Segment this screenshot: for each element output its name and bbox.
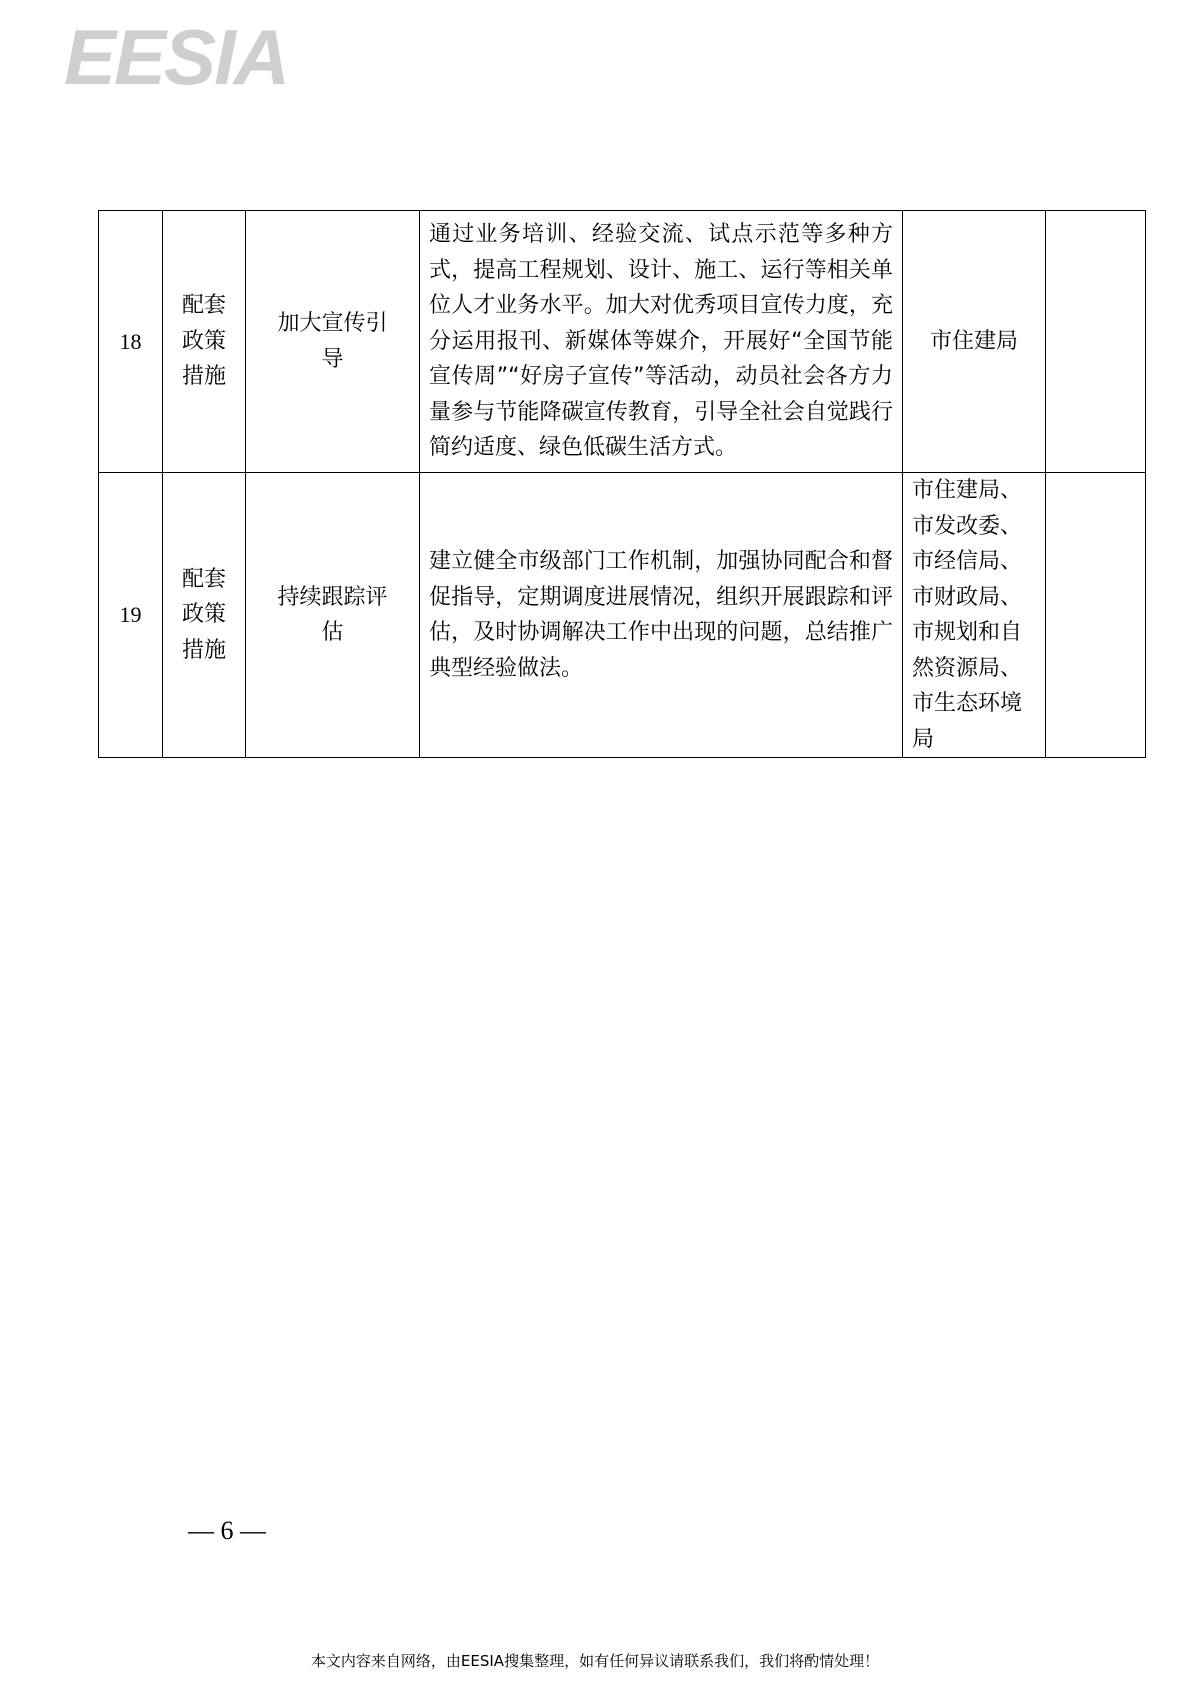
row-category: [163, 211, 246, 473]
task-line: 导: [321, 346, 344, 372]
department-line: 市住建局: [929, 328, 1018, 354]
table-row: [99, 211, 1146, 473]
measures-table: [98, 210, 1146, 758]
task-line: 持续跟踪评: [277, 584, 388, 610]
department-line: 然资源局、: [912, 655, 1023, 681]
table-row: [99, 473, 1146, 758]
row-number: 19: [99, 473, 163, 758]
category-line: 配套: [181, 293, 226, 319]
department-line: 市财政局、: [912, 584, 1023, 610]
department-line: 局: [912, 726, 935, 752]
row-remark: [1046, 473, 1146, 758]
row-task: [246, 473, 420, 758]
row-remark: [1046, 211, 1146, 473]
category-line: 措施: [181, 637, 226, 663]
category-line: 政策: [181, 602, 226, 628]
row-number: 18: [99, 211, 163, 473]
department-line: 市发改委、: [912, 513, 1023, 539]
eesia-logo: EESIA: [64, 13, 289, 101]
row-task: [246, 211, 420, 473]
row-department: [903, 473, 1046, 758]
category-line: 措施: [181, 364, 226, 390]
category-line: 配套: [181, 566, 226, 592]
row-department: [903, 211, 1046, 473]
department-line: 市住建局、: [912, 478, 1023, 503]
task-line: 估: [321, 620, 344, 645]
row-content: 建立健全市级部门工作机制，加强协同配合和督促指导，定期调度进展情况，组织开展跟踪和评估，及时协调解决工作中出现的问题，总结推广典型经验做法。: [420, 473, 903, 758]
row-content: 通过业务培训、经验交流、试点示范等多种方式，提高工程规划、设计、施工、运行等相关单位人才业务水平。加大对优秀项目宣传力度，充分运用报刊、新媒体等媒介，开展好“全国节能宣传周”“好房子宣传”等活动，动员社会各方力量参与节能降碳宣传教育，引导全社会自觉践行简约适度、绿色低碳生活方式。: [420, 211, 903, 473]
row-category: [163, 473, 246, 758]
department-line: 市生态环境: [912, 691, 1023, 716]
category-line: 政策: [181, 328, 226, 354]
footer-note: 本文内容来自网络，由EESIA搜集整理，如有任何异议请联系我们，我们将酌情处理！: [310, 1652, 880, 1670]
page-number: — 6 —: [188, 1516, 266, 1545]
department-line: 市经信局、: [912, 549, 1023, 574]
department-line: 市规划和自: [912, 620, 1023, 645]
task-line: 加大宣传引: [277, 311, 388, 336]
